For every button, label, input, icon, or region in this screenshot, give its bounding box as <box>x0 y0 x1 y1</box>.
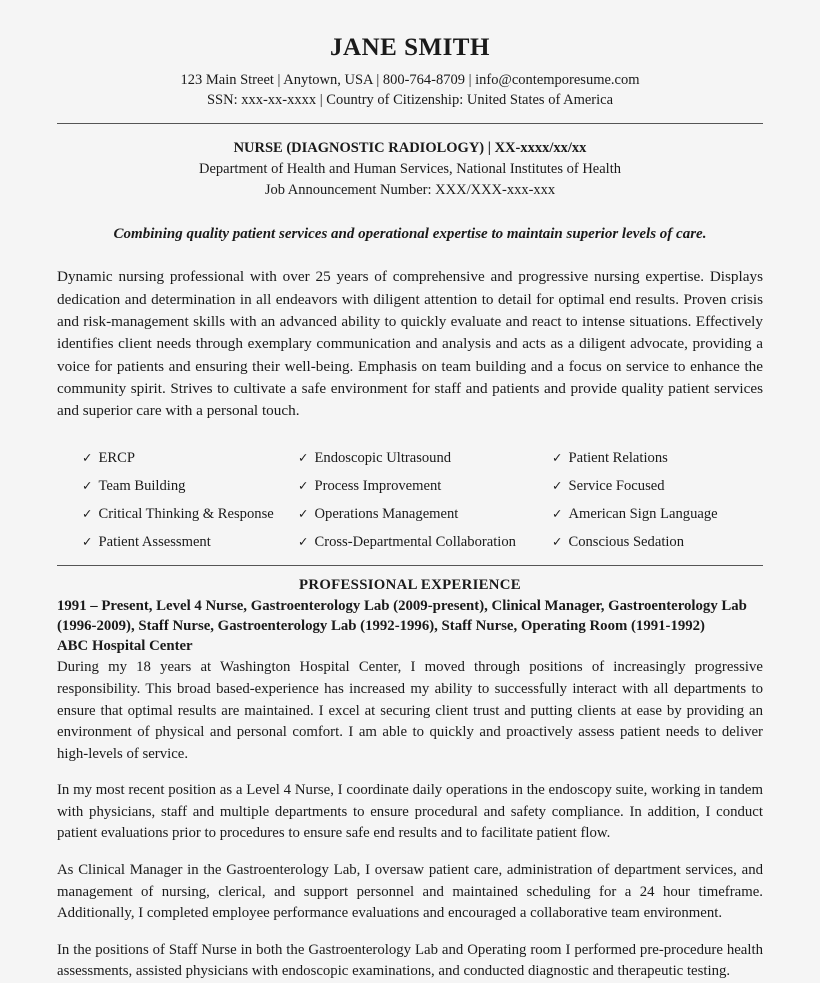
check-icon: ✓ <box>82 477 93 493</box>
check-icon: ✓ <box>298 449 309 465</box>
skill-label: Operations Management <box>314 506 459 523</box>
skill-label: Conscious Sedation <box>568 534 685 551</box>
skill-item <box>82 533 298 551</box>
skill-item <box>552 533 763 551</box>
experience-paragraph: In the positions of Staff Nurse in both the Gastroenterology Lab and Operating room I performed pre-procedure health assessments, assisted physicians with endoscopic examinations, and conducted diagnostic and therapeutic testing. <box>57 941 763 980</box>
skill-label: American Sign Language <box>568 506 718 523</box>
job-target-block <box>57 138 763 201</box>
experience-paragraph: During my 18 years at Washington Hospital Center, I moved through positions of increasingly progressive responsibility. This broad based-experience has increased my ability to successfully interact with all departments to ensure that optimal results are maintained. I excel at securing client trust and putting clients at ease by providing an environment of physical and personal comfort. I am able to quickly and proactively assess patient needs to deliver high-levels of service. <box>57 659 763 762</box>
skills-grid <box>57 449 763 552</box>
check-icon: ✓ <box>552 449 563 465</box>
skill-item <box>298 505 552 523</box>
job-entry-title: 1991 – Present, Level 4 Nurse, Gastroenterology Lab (2009-present), Clinical Manager, Gastroenterology Lab (1996-2009), Staff Nurse, Gastroenterology Lab (1992-1996), Staff Nurse, Operating Room (1991-1992) <box>57 598 747 634</box>
job-target-title: NURSE (DIAGNOSTIC RADIOLOGY) | XX-xxxx/xx/xx <box>233 139 587 156</box>
contact-line-citizenship: SSN: xxx-xx-xxxx | Country of Citizenship: United States of America <box>206 92 614 109</box>
skill-item <box>298 449 552 467</box>
skill-item <box>298 477 552 495</box>
check-icon: ✓ <box>82 534 93 550</box>
experience-paragraph: In my most recent position as a Level 4 Nurse, I coordinate daily operations in the endoscopy suite, working in tandem with physicians, staff and multiple departments to ensure procedural and safety compliance. In addition, I conduct patient evaluations prior to procedures to ensure safe end results and to facilitate patient flow. <box>57 782 763 842</box>
check-icon: ✓ <box>552 534 563 550</box>
contact-line-address: 123 Main Street | Anytown, USA | 800-764-8709 | info@contemporesume.com <box>180 71 640 88</box>
check-icon: ✓ <box>82 506 93 522</box>
skill-label: Patient Relations <box>568 449 668 466</box>
section-heading-experience: PROFESSIONAL EXPERIENCE <box>299 576 521 593</box>
skill-label: Endoscopic Ultrasound <box>314 449 452 466</box>
experience-paragraph: As Clinical Manager in the Gastroenterology Lab, I oversaw patient care, administration of department services, and management of nursing, clerical, and support personnel and maintained scheduling for a 24 hour timeframe. Additionally, I completed employee performance evaluations and encouraged a collaborative team environment. <box>57 862 763 922</box>
check-icon: ✓ <box>298 506 309 522</box>
skill-label: Cross-Departmental Collaboration <box>314 534 516 551</box>
skill-item <box>552 505 763 523</box>
skill-label: Patient Assessment <box>98 534 211 551</box>
skill-item <box>552 477 763 495</box>
profile-tagline: Combining quality patient services and operational expertise to maintain superior levels of care. <box>113 225 707 242</box>
skill-label: Team Building <box>98 477 186 494</box>
skill-label: Process Improvement <box>314 477 442 494</box>
skill-item <box>82 449 298 467</box>
skill-item <box>82 477 298 495</box>
header-divider <box>57 123 763 124</box>
skill-item <box>298 533 552 551</box>
skill-label: Service Focused <box>568 477 665 494</box>
professional-summary: Dynamic nursing professional with over 25 years of comprehensive and progressive nursing expertise. Displays dedication and determination in all endeavors with diligent attention to detail for optimal end results. Proven crisis and risk-management skills with an advanced ability to quickly evaluate and react to intense situations. Effectively identifies client needs through exemplary communication and analysis and acts as a diligent advocate, providing a voice for patients and ensuring their well-being. Emphasis on team building and a focus on service to enhance the community spirit. Strives to cultivate a safe environment for staff and patients and provide quality patient services and superior care with a personal touch. <box>57 268 763 420</box>
skill-item <box>82 505 298 523</box>
skill-label: ERCP <box>98 449 135 466</box>
job-target-department: Department of Health and Human Services, National Institutes of Health <box>199 160 621 177</box>
skill-label: Critical Thinking & Response <box>98 506 274 523</box>
check-icon: ✓ <box>82 449 93 465</box>
candidate-name: JANE SMITH <box>330 34 490 61</box>
job-entry-company: ABC Hospital Center <box>57 637 193 654</box>
job-announcement-number: Job Announcement Number: XXX/XXX-xxx-xxx <box>264 181 556 198</box>
check-icon: ✓ <box>298 477 309 493</box>
skill-item <box>552 449 763 467</box>
experience-divider <box>57 565 763 566</box>
check-icon: ✓ <box>298 534 309 550</box>
check-icon: ✓ <box>552 477 563 493</box>
check-icon: ✓ <box>552 506 563 522</box>
